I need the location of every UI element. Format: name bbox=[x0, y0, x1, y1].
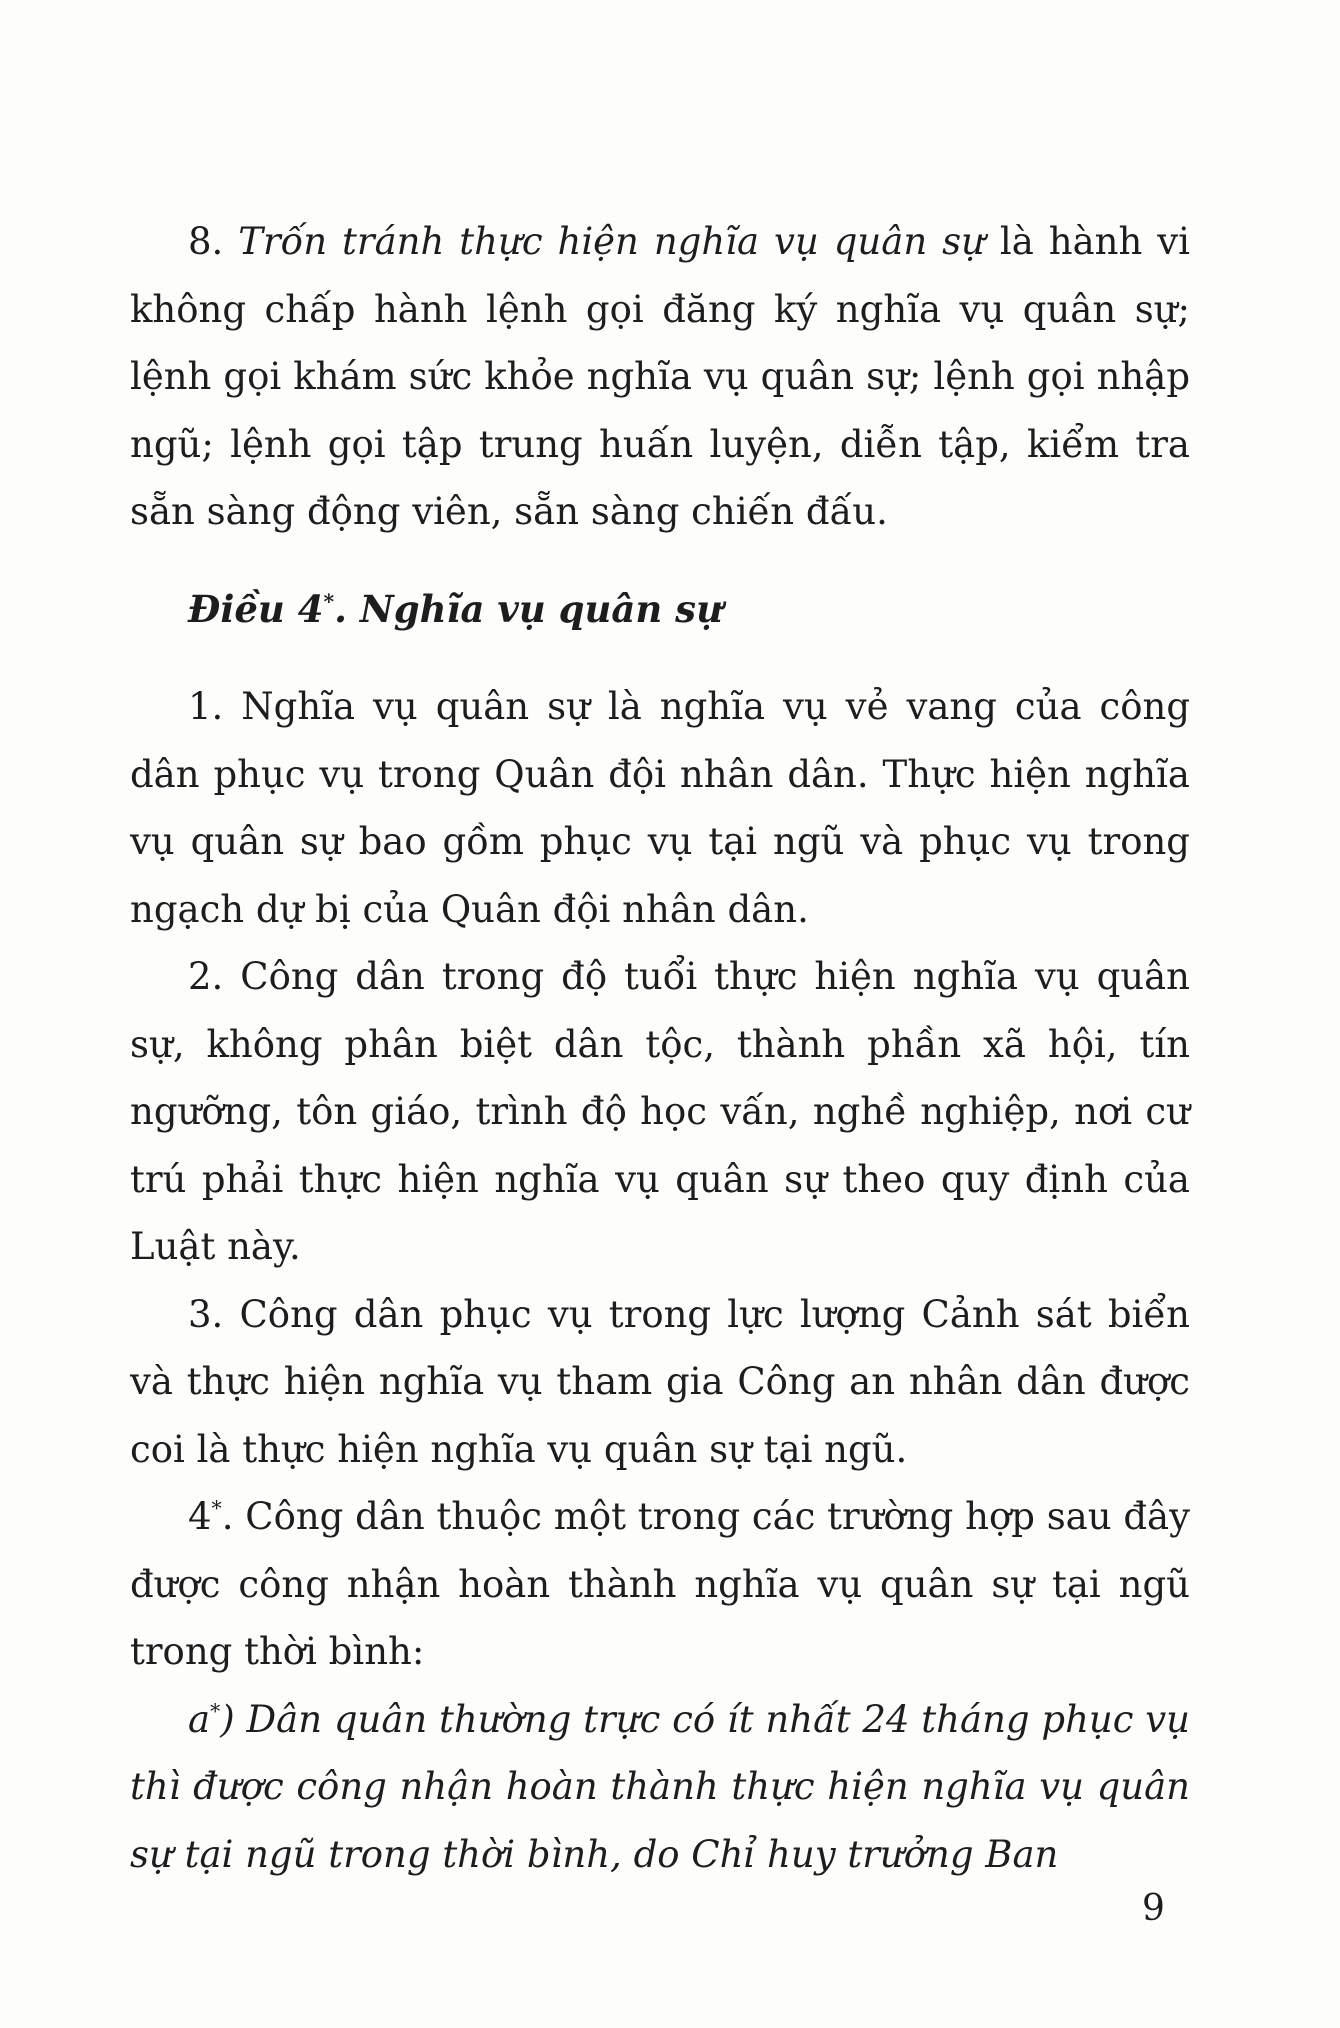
clause-4-star: * bbox=[211, 1496, 222, 1521]
clause-4 bbox=[130, 1483, 1190, 1686]
clause-4a-star: * bbox=[210, 1699, 221, 1724]
clause-4-number: 4 bbox=[188, 1495, 212, 1538]
clause-2: 2. Công dân trong độ tuổi thực hiện nghĩa vụ quân sự, không phân biệt dân tộc, thành phần xã hội, tín ngưỡng, tôn giáo, trình độ học vấn, nghề nghiệp, nơi cư trú phải thực hiện nghĩa vụ quân sự theo quy định của Luật này. bbox=[130, 955, 1190, 1268]
clause-4a-text: ) Dân quân thường trực có ít nhất 24 tháng phục vụ thì được công nhận hoàn thành thực hiện nghĩa vụ quân sự tại ngũ trong thời bình, do Chỉ huy trưởng Ban bbox=[130, 1697, 1190, 1876]
article-4-star: * bbox=[323, 589, 335, 614]
item-8-number: 8. bbox=[188, 220, 239, 263]
article-4-heading bbox=[130, 576, 1190, 644]
page-number: 9 bbox=[1142, 1888, 1165, 1929]
clause-4-text: . Công dân thuộc một trong các trường hợp sau đây được công nhận hoàn thành nghĩa vụ quân sự tại ngũ trong thời bình: bbox=[130, 1495, 1190, 1673]
body-text bbox=[130, 208, 1190, 1888]
clause-3: 3. Công dân phục vụ trong lực lượng Cảnh sát biển và thực hiện nghĩa vụ tham gia Công an nhân dân được coi là thực hiện nghĩa vụ quân sự tại ngũ. bbox=[130, 1292, 1190, 1471]
item-8-term: Trốn tránh thực hiện nghĩa vụ quân sự bbox=[238, 220, 985, 263]
article-4-title: . Nghĩa vụ quân sự bbox=[334, 586, 723, 631]
clause-4a bbox=[130, 1686, 1190, 1889]
article-4-prefix: Điều 4 bbox=[188, 586, 324, 631]
clause-4a-letter: a bbox=[188, 1697, 211, 1741]
clause-1: 1. Nghĩa vụ quân sự là nghĩa vụ vẻ vang của công dân phục vụ trong Quân đội nhân dân. Thực hiện nghĩa vụ quân sự bao gồm phục vụ tại ngũ và phục vụ trong ngạch dự bị của Quân đội nhân dân. bbox=[130, 685, 1190, 931]
item-8-paragraph bbox=[130, 208, 1190, 546]
item-8-text: là hành vi không chấp hành lệnh gọi đăng ký nghĩa vụ quân sự; lệnh gọi khám sức khỏe nghĩa vụ quân sự; lệnh gọi nhập ngũ; lệnh gọi tập trung huấn luyện, diễn tập, kiểm tra sẵn sàng động viên, sẵn sàng chiến đấu. bbox=[130, 220, 1190, 533]
